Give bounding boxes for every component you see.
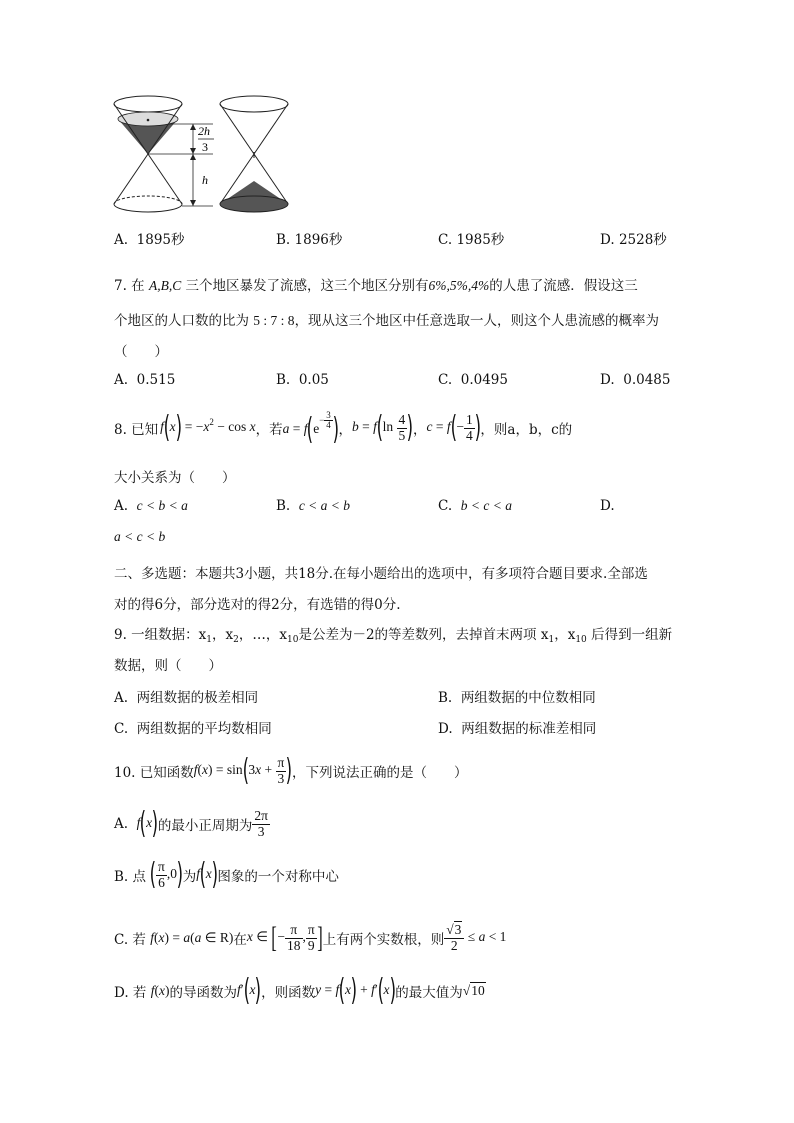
q6-option-b[interactable]	[276, 228, 342, 248]
q8-line1: 8. 已知 $f(x) = -x^2 - \cos x$ ，若 a = f(e− $\frac{3}{4}$ ) ， b = f(ln $\frac{4}{5}$ ) ， c = f(− $\frac{1}{4}$ ) ，则a，b，c的	[114, 410, 573, 447]
q6-option-d[interactable]	[600, 228, 667, 248]
option-letter: C.	[438, 232, 453, 248]
q10-option-c[interactable]: C. 若 f(x) = a(a ∈ R) 在 x ∈ [− $\frac{\pi}{18}$ , $\frac{\pi}{9}$ ] 上有两个实数根，则 $\frac{√3}{2}$ ≤ a < 1	[114, 921, 507, 954]
section2-line1: 二、多选题：本题共3小题，共18分.在每小题给出的选项中，有多项符合题目要求.全部选	[114, 566, 648, 582]
q9-line2: 数据，则（ ）	[114, 658, 222, 674]
option-text: 2528秒	[618, 232, 667, 248]
q9-line1: 9. 一组数据：$x_1$，$x_2$，…，$x_{10}$是公差为－2的等差数列，去掉首末两项 $x_1$，$x_{10}$ 后得到一组新	[114, 627, 673, 645]
q7-line1: 7. 在 A,B,C 三个地区暴发了流感，这三个地区分别有6%,5%,4%的人患了流感．假设这三	[114, 278, 638, 294]
q8-formula: $f(x) = -x^2 - \cos x$	[160, 410, 256, 445]
q8-option-d[interactable]: D.	[600, 498, 615, 514]
option-text: 1985秒	[456, 232, 505, 248]
label-h: h	[202, 173, 208, 187]
q7-option-c[interactable]: C. 0.0495	[438, 372, 508, 388]
q10-option-b[interactable]: B. 点 ( $\frac{\pi}{6}$ ,0) 为 f(x) 图象的一个对称中心	[114, 857, 339, 892]
q7-line3: （ ）	[114, 344, 168, 360]
q6-option-a[interactable]	[114, 228, 185, 248]
q6-option-c[interactable]	[438, 228, 504, 248]
option-letter: A.	[114, 232, 129, 248]
hourglass-figure	[108, 94, 298, 220]
q9-option-b[interactable]: B. 两组数据的中位数相同	[438, 690, 596, 706]
q10-line1: 10. 已知函数 f(x) = sin(3x + $\frac{\pi}{3}$ ) ，下列说法正确的是（ ）	[114, 753, 468, 788]
section2-line2: 对的得6分，部分选对的得2分，有选错的得0分.	[114, 597, 401, 613]
q7-option-a[interactable]: A. 0.515	[114, 372, 176, 388]
q9-option-c[interactable]: C. 两组数据的平均数相同	[114, 721, 272, 737]
q8-option-a[interactable]: A. c < b < a	[114, 498, 188, 514]
q8-option-c[interactable]: C. b < c < a	[438, 498, 512, 514]
q10-option-d[interactable]: D. 若 f(x) 的导函数为 f′(x) ，则函数 y = f(x) + f′(x) 的最大值为 √10	[114, 973, 485, 1008]
label-3: 3	[202, 140, 208, 154]
q8-option-b[interactable]: B. c < a < b	[276, 498, 351, 514]
label-2h: 2h	[198, 124, 210, 138]
q7-option-b[interactable]: B. 0.05	[276, 372, 329, 388]
q9-option-d[interactable]: D. 两组数据的标准差相同	[438, 721, 597, 737]
q7-option-d[interactable]: D. 0.0485	[600, 372, 671, 388]
q8-line2: 大小关系为（ ）	[114, 470, 236, 486]
q8-option-d-text: a < c < b	[114, 529, 166, 544]
option-letter: D.	[600, 232, 615, 248]
option-text: 1895秒	[136, 232, 185, 248]
q7-line2: 个地区的人口数的比为 5 : 7 : 8，现从这三个地区中任意选取一人，则这个人患流感的概率为	[114, 313, 660, 329]
option-text: 1896秒	[294, 232, 343, 248]
q9-option-a[interactable]: A. 两组数据的极差相同	[114, 690, 259, 706]
option-letter: B.	[276, 232, 291, 248]
q10-option-a[interactable]: A. f(x) 的最小正周期为 $\frac{2\pi}{3}$	[114, 806, 268, 841]
